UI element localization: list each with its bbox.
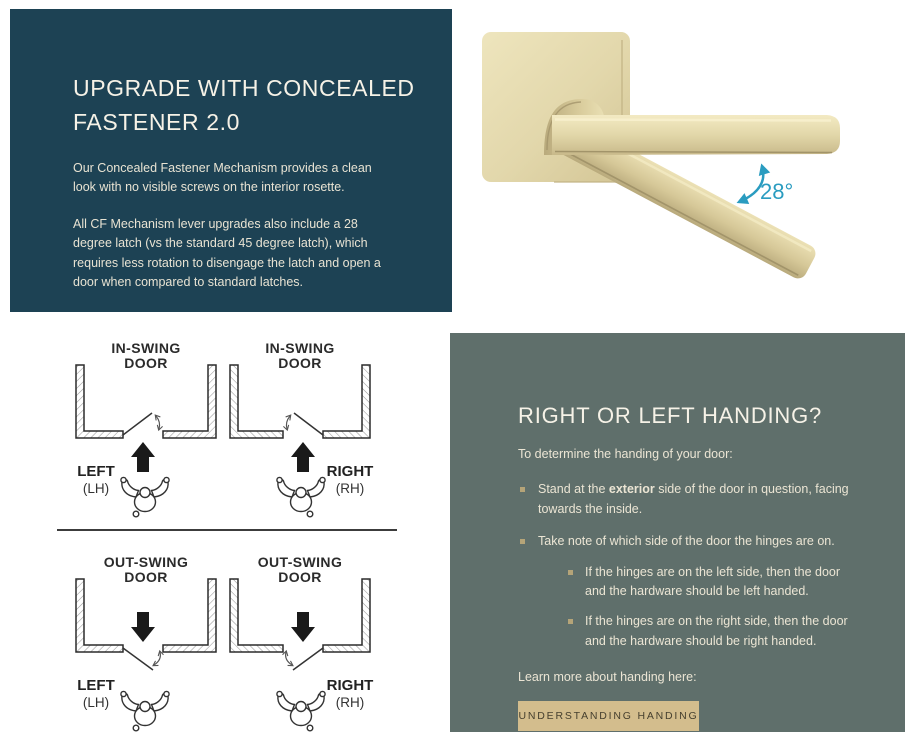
- wall-right: [163, 365, 216, 438]
- handing-intro: To determine the handing of your door:: [518, 447, 733, 461]
- diagram-divider: [57, 529, 397, 531]
- hand-label-right: RIGHT (RH): [326, 677, 374, 710]
- hand-label-left: LEFT (LH): [77, 463, 115, 496]
- swing-arrow-icon: [286, 416, 290, 429]
- swing-arrow-icon: [156, 416, 160, 429]
- person-icon: [121, 691, 169, 730]
- upgrade-paragraph-1: Our Concealed Fastener Mechanism provides a clean look with no visible screws on the interior rosette.: [73, 161, 372, 195]
- list-item: If the hinges are on the right side, then the door and the hardware should be right handed.: [566, 612, 863, 651]
- door-leaf: [123, 413, 152, 435]
- lever-horizontal: [552, 115, 840, 155]
- handing-footer: Learn more about handing here:: [518, 670, 697, 684]
- handing-panel: [450, 333, 905, 732]
- product-image: [452, 0, 905, 320]
- down-arrow-icon: [131, 612, 155, 642]
- list-item: Stand at the exterior side of the door in question, facing towards the inside.: [518, 480, 863, 519]
- wall-left: [76, 365, 123, 438]
- diagram-out-swing-right: [224, 552, 376, 734]
- hand-label-right: RIGHT (RH): [326, 463, 374, 496]
- wall-left: [76, 579, 123, 652]
- diagram-in-swing-left: [70, 338, 222, 520]
- swing-arrow-icon: [154, 652, 160, 665]
- wall-right: [323, 579, 370, 652]
- door-leaf: [294, 413, 323, 435]
- upgrade-paragraph-2: All CF Mechanism lever upgrades also include a 28 degree latch (vs the standard 45 degree latch), which requires less rotation to disengage the latch and open a door when compared to standard latches.: [73, 216, 381, 289]
- wall-left: [230, 579, 283, 652]
- wall-left: [230, 365, 283, 438]
- swing-arrow-icon: [286, 652, 292, 665]
- up-arrow-icon: [131, 442, 155, 472]
- wall-right: [323, 365, 370, 438]
- door-leaf: [293, 648, 323, 670]
- upgrade-panel: [10, 9, 452, 312]
- understanding-handing-button[interactable]: UNDERSTANDING HANDING: [518, 701, 699, 731]
- hand-label-left: LEFT (LH): [77, 677, 115, 710]
- door-leaf: [123, 648, 153, 670]
- list-item: Take note of which side of the door the hinges are on. If the hinges are on the left side, then the door and the hardware should be left handed. If the hinges are on the right side, then the door and the hardware should be right handed.: [518, 532, 863, 651]
- up-arrow-icon: [291, 442, 315, 472]
- wall-right: [163, 579, 216, 652]
- handing-heading: RIGHT OR LEFT HANDING?: [518, 403, 823, 428]
- diagram-title: IN-SWING DOOR: [111, 340, 181, 371]
- handing-steps: [518, 480, 863, 651]
- person-icon: [277, 477, 325, 516]
- person-icon: [121, 477, 169, 516]
- angle-label: 28°: [760, 179, 794, 204]
- diagram-title: OUT-SWING DOOR: [103, 554, 189, 585]
- upgrade-heading: UPGRADE WITH CONCEALED FASTENER 2.0: [73, 75, 415, 135]
- down-arrow-icon: [291, 612, 315, 642]
- diagram-title: IN-SWING DOOR: [265, 340, 335, 371]
- diagram-out-swing-left: [70, 552, 222, 734]
- handing-substeps: [566, 563, 863, 652]
- angle-annotation: [739, 166, 793, 204]
- diagram-in-swing-right: [224, 338, 376, 520]
- list-item: If the hinges are on the left side, then the door and the hardware should be left handed.: [566, 563, 863, 602]
- door-lever-illustration: [452, 0, 905, 320]
- diagram-title: OUT-SWING DOOR: [257, 554, 343, 585]
- person-icon: [277, 691, 325, 730]
